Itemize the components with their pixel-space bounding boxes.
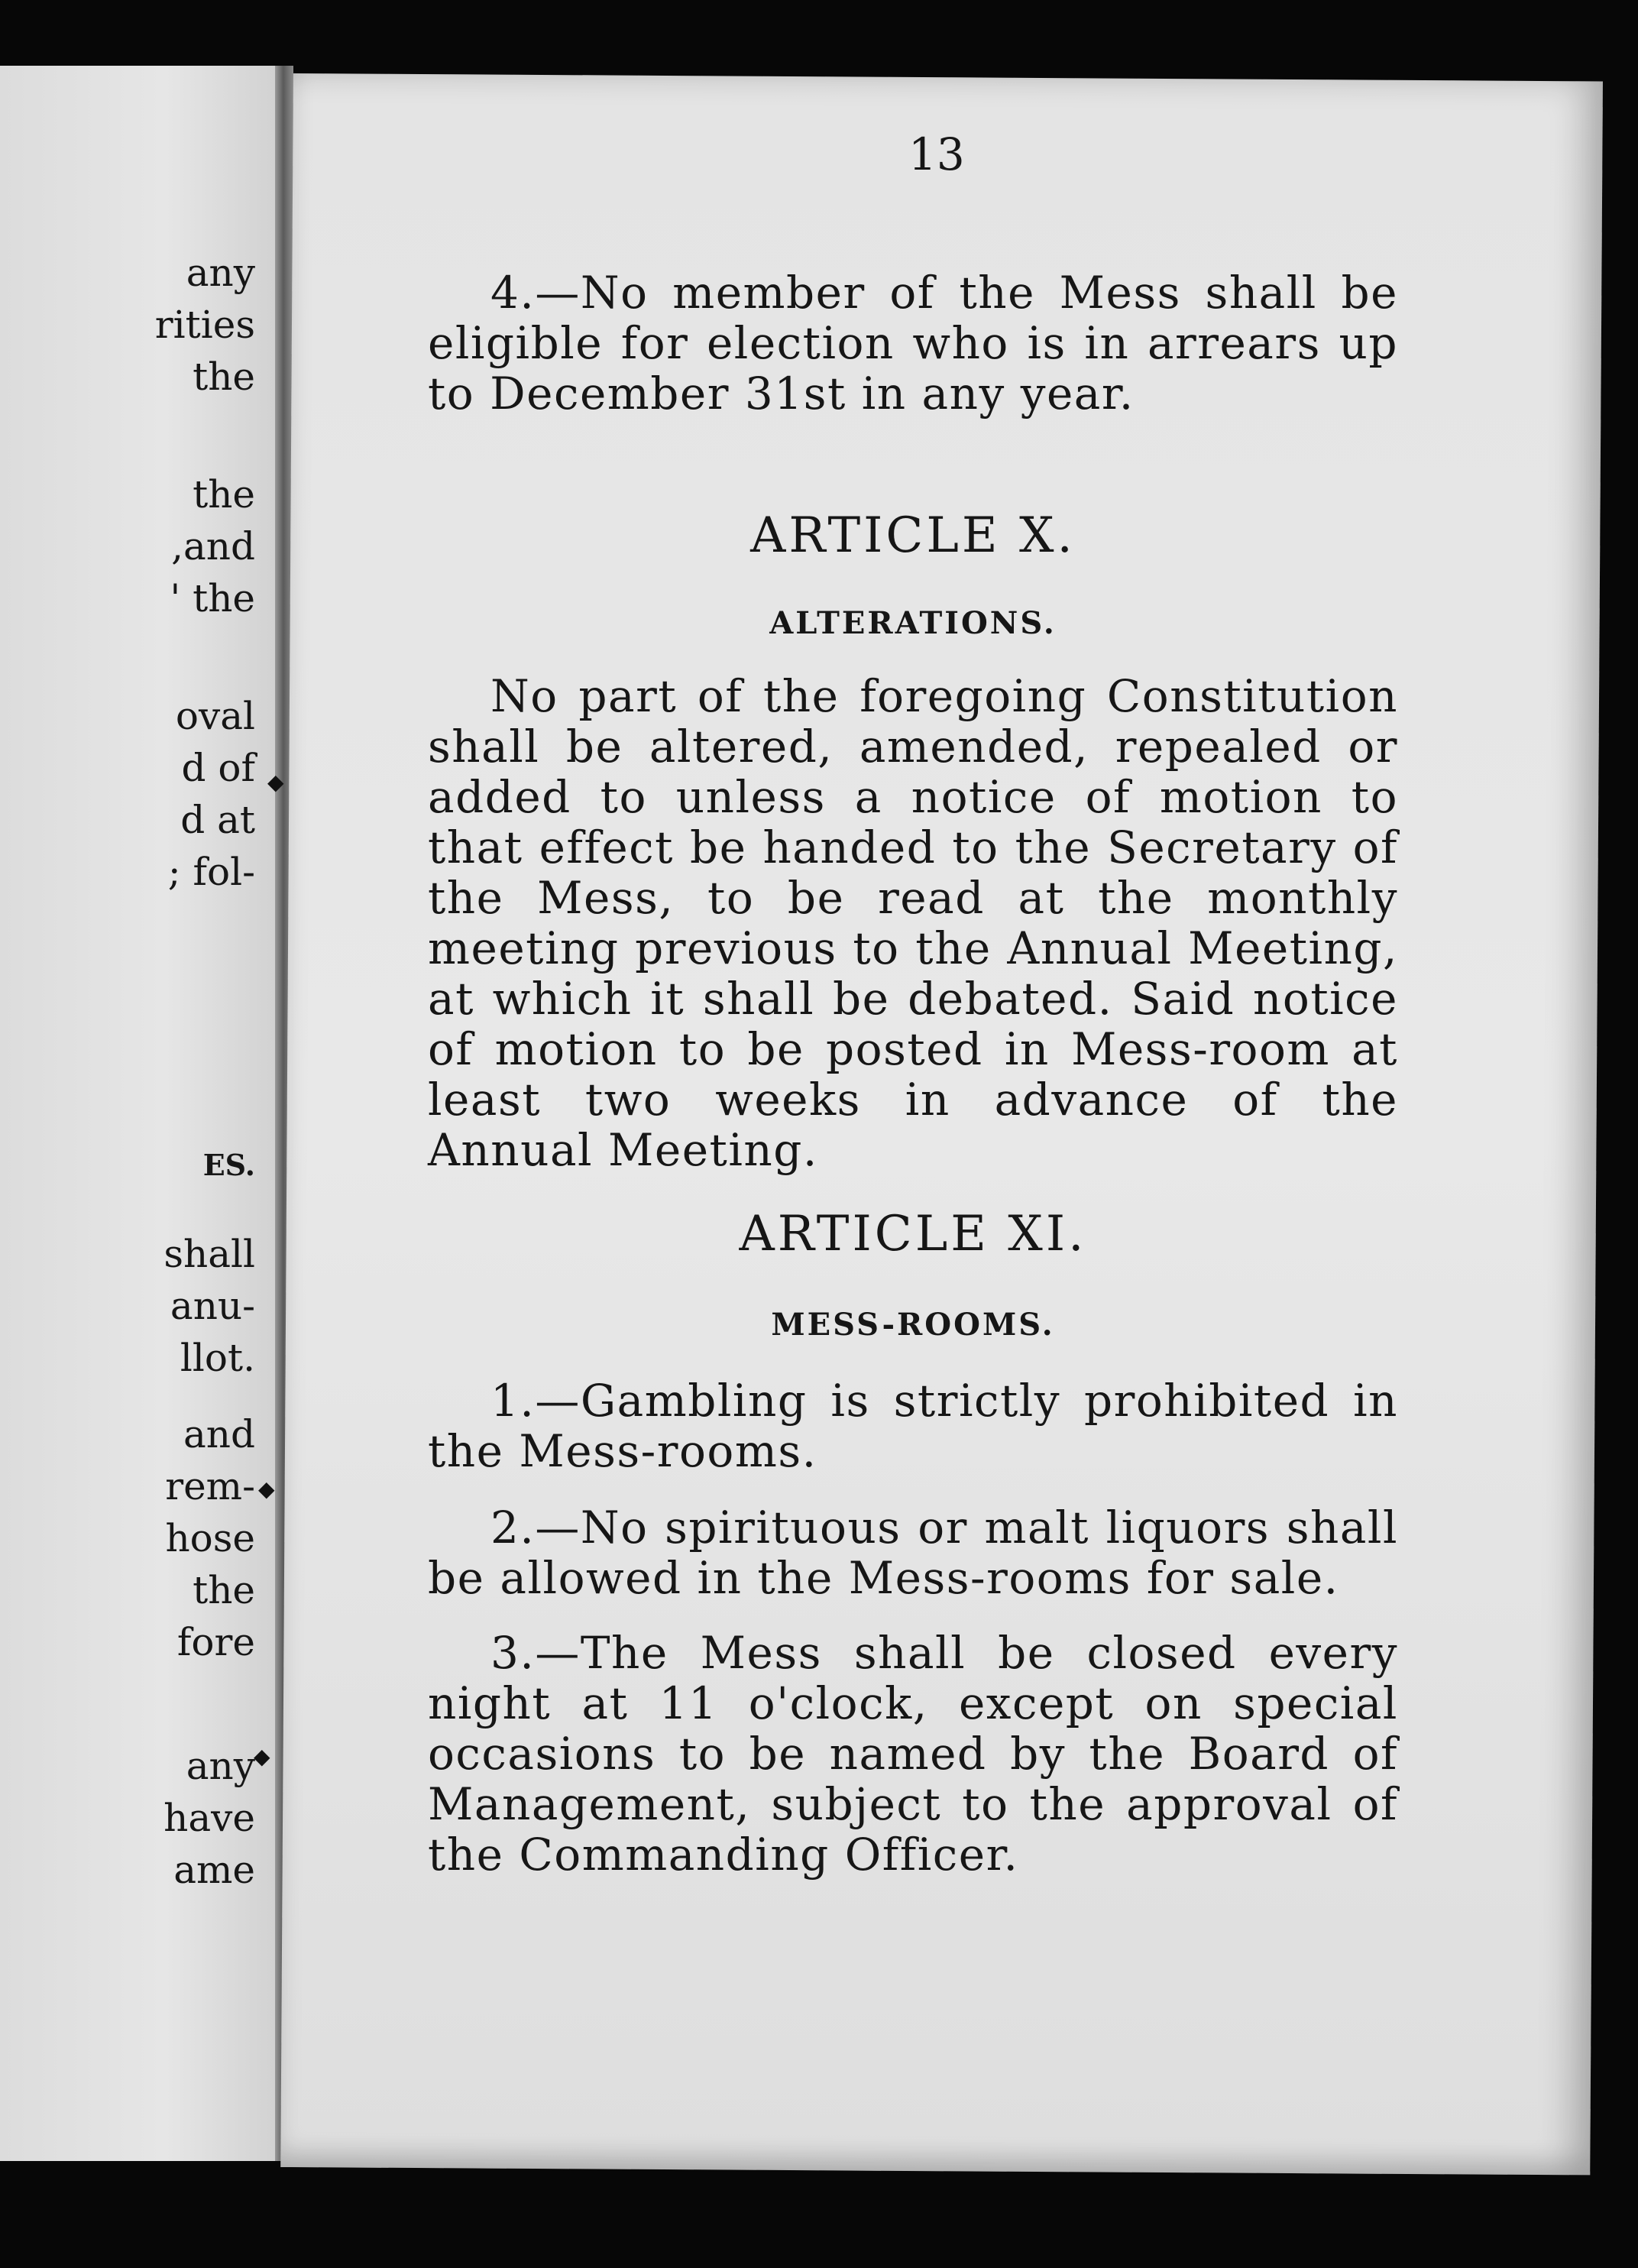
left-fragment: hose xyxy=(165,1516,255,1560)
mess-rooms-clause-2 xyxy=(428,1502,1398,1603)
left-fragment: d at xyxy=(180,798,255,842)
article-xi-heading: ARTICLE XI. xyxy=(739,1206,1087,1262)
article-xi-subheading: MESS-ROOMS. xyxy=(771,1307,1055,1343)
left-fragment: d of xyxy=(181,746,255,790)
left-fragment: oval xyxy=(175,694,255,738)
article-ix-clause-4 xyxy=(428,267,1398,419)
left-fragment: fore xyxy=(176,1620,255,1664)
article-x-subheading: ALTERATIONS. xyxy=(769,605,1057,641)
left-fragment: and xyxy=(183,1412,255,1456)
alterations-paragraph: No part of the foregoing Constitution shall be altered, amended, repealed or added to unless a notice of motion to that effect be handed to the Secretary of the Mess, to be read at the monthly meeting previous to the Annual Meeting, at which it shall be debated. Said notice of motion to be posted in Mess-room at least two weeks in advance of the Annual Meeting. xyxy=(428,670,1398,1176)
binding-mark: ◆ xyxy=(258,1476,275,1502)
alterations-body xyxy=(428,671,1398,1175)
left-fragment: any xyxy=(186,251,255,295)
clause-paragraph: 1.—Gambling is strictly prohibited in the Mess-rooms. xyxy=(428,1375,1398,1477)
clause-paragraph: 2.—No spirituous or malt liquors shall be allowed in the Mess-rooms for sale. xyxy=(428,1502,1398,1604)
left-fragment: the xyxy=(193,472,255,517)
left-fragment: rities xyxy=(154,303,255,347)
left-fragment: llot. xyxy=(180,1336,255,1380)
article-x-heading: ARTICLE X. xyxy=(750,507,1076,564)
binding-mark: ◆ xyxy=(254,1744,270,1769)
left-fragment: rem- xyxy=(165,1464,255,1508)
left-fragment: anu- xyxy=(170,1284,255,1328)
left-fragment: have xyxy=(163,1796,255,1840)
binding-mark: ◆ xyxy=(267,770,284,795)
left-fragment: the xyxy=(193,1568,255,1612)
left-fragment: ES. xyxy=(202,1148,255,1182)
left-fragment: the xyxy=(193,355,255,399)
left-fragment: ame xyxy=(173,1848,255,1892)
left-fragment: any xyxy=(186,1744,255,1788)
clause-paragraph: 4.—No member of the Mess shall be eligible for election who is in arrears up to December 31st in any year. xyxy=(428,267,1398,420)
mess-rooms-clause-1 xyxy=(428,1375,1398,1476)
left-fragment: ; fol- xyxy=(167,850,255,894)
page-number: 13 xyxy=(908,128,965,180)
clause-paragraph: 3.—The Mess shall be closed every night at 11 o'clock, except on special occasions to be named by the Board of Management, subject to the approval of the Commanding Officer. xyxy=(428,1627,1398,1881)
mess-rooms-clause-3 xyxy=(428,1628,1398,1880)
left-page-edge xyxy=(0,66,275,2161)
left-fragment: shall xyxy=(163,1232,255,1276)
left-fragment: ,and xyxy=(171,524,255,569)
left-fragment: ' the xyxy=(170,576,255,620)
